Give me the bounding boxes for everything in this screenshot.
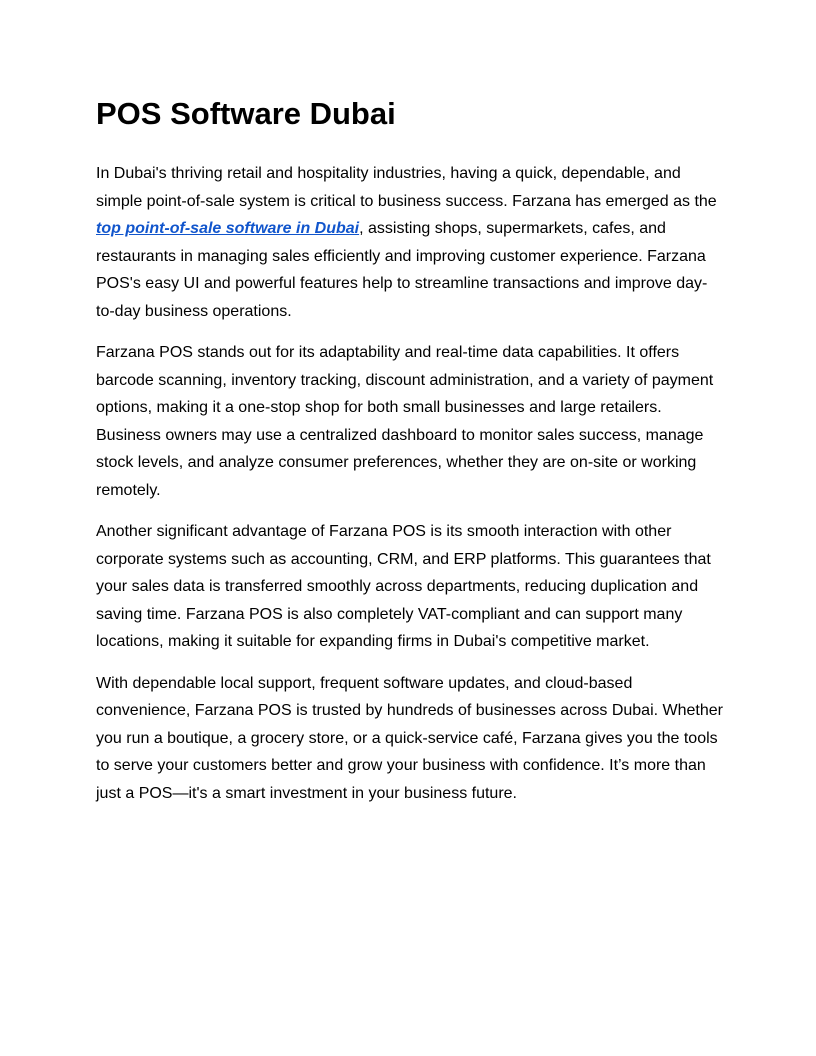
paragraph-intro-text-after-link: , assisting shops, supermarkets, cafes, and restaurants in managing sales efficiently and improving customer experience. Farzana POS's easy UI and powerful features help to streamline transactions and improve day-to-day business operations. [96,220,708,320]
page-title: POS Software Dubai [96,96,396,131]
paragraph-support: With dependable local support, frequent software updates, and cloud-based convenience, Farzana POS is trusted by hundreds of businesses across Dubai. Whether you run a boutique, a grocery store, or a quick-service café, Farzana gives you the tools to serve your customers better and grow your business with confidence. It’s more than just a POS—it's a smart investment in your business future. [96,674,723,802]
paragraph-intro-text-before-link: In Dubai's thriving retail and hospitality industries, having a quick, dependable, and simple point-of-sale system is critical to business success. Farzana has emerged as the [96,165,717,210]
paragraph-integration: Another significant advantage of Farzana POS is its smooth interaction with other corporate systems such as accounting, CRM, and ERP platforms. This guarantees that your sales data is transferred smoothly across departments, reducing duplication and saving time. Farzana POS is also completely VAT-compliant and can support many locations, making it suitable for expanding firms in Dubai's competitive market. [96,523,711,650]
paragraph-intro [96,160,724,325]
paragraph-features: Farzana POS stands out for its adaptability and real-time data capabilities. It offers barcode scanning, inventory tracking, discount administration, and a variety of payment options, making it a one-stop shop for both small businesses and large retailers. Business owners may use a centralized dashboard to monitor sales success, manage stock levels, and analyze consumer preferences, whether they are on-site or working remotely. [96,344,714,499]
pos-software-link[interactable]: top point-of-sale software in Dubai [96,220,360,237]
document-page [96,92,724,821]
